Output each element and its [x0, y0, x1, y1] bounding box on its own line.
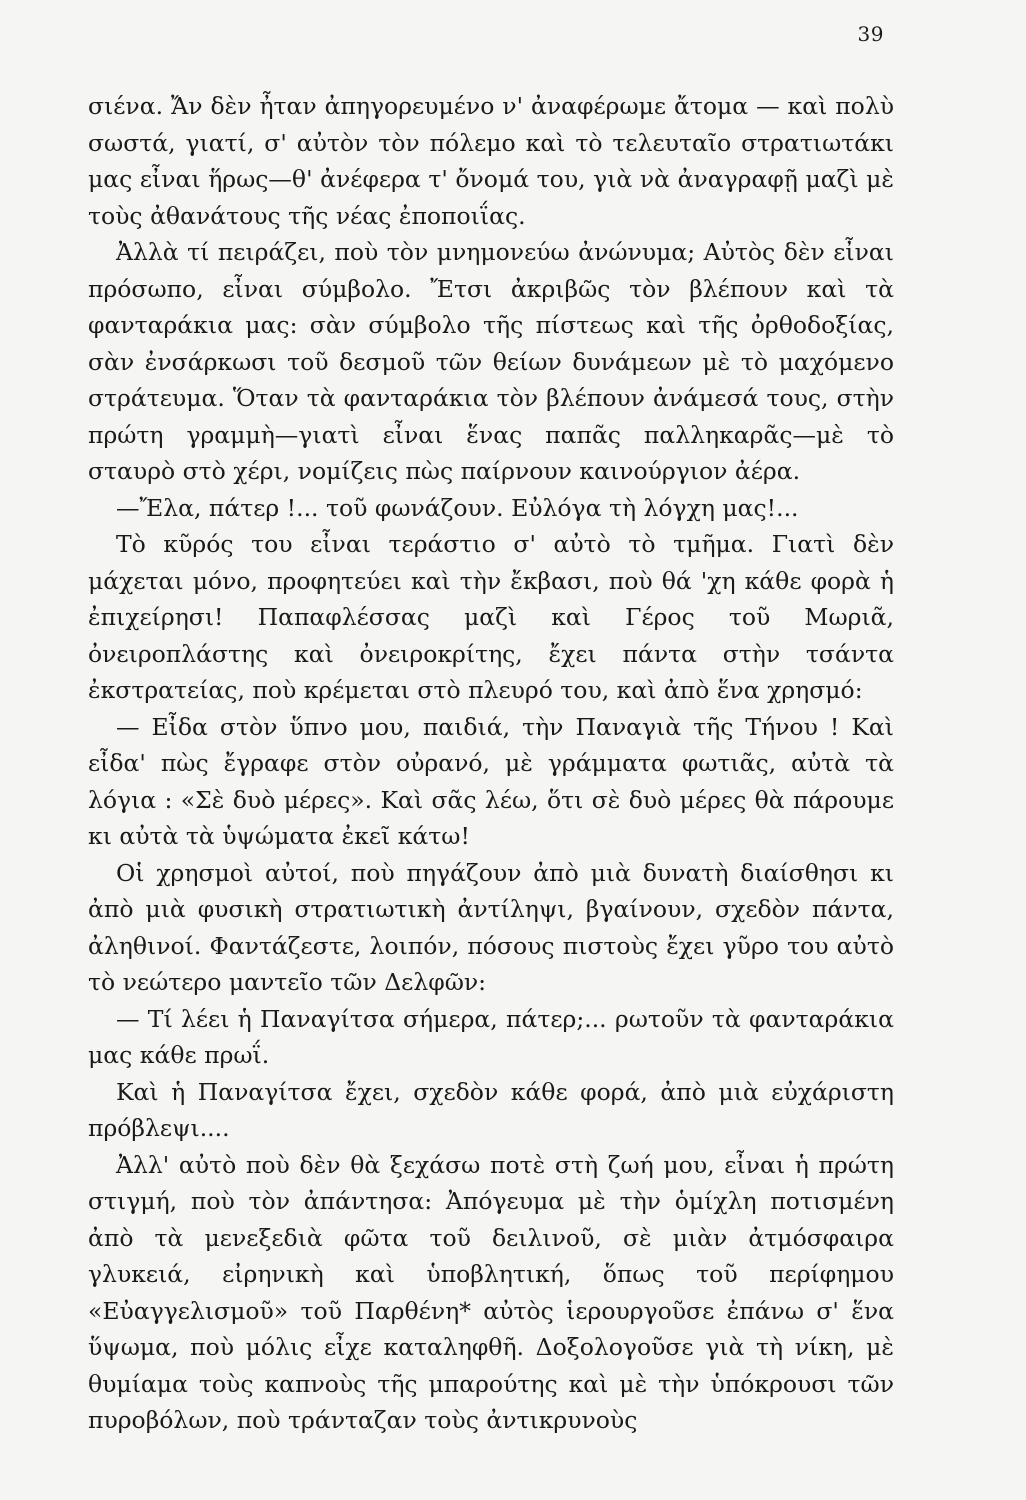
paragraph: Καὶ ἡ Παναγίτσα ἔχει, σχεδὸν κάθε φορά, ἀπὸ μιὰ εὐχάριστη πρόβλεψι....: [88, 1077, 894, 1142]
paragraph: —Ἔλα, πάτερ !... τοῦ φωνάζουν. Εὐλόγα τὴ λόγχη μας!...: [116, 493, 799, 522]
body-text: [88, 88, 894, 1439]
paragraph: Οἱ χρησμοὶ αὐτοί, ποὺ πηγάζουν ἀπὸ μιὰ δυνατὴ διαίσθησι κι ἀπὸ μιὰ φυσικὴ στρατιωτικὴ ἀντίληψι, βγαίνουν, σχεδὸν πάντα, ἀληθινοί. Φαντάζεστε, λοιπόν, πόσους πιστοὺς ἔχει γῦρο του αὐτὸ τὸ νεώτερο μαντεῖο τῶν Δελφῶν:: [88, 858, 894, 996]
paragraph: — Εἶδα στὸν ὕπνο μου, παιδιά, τὴν Παναγιὰ τῆς Τήνου ! Καὶ εἶδα' πὼς ἔγραφε στὸν οὐρανό, μὲ γράμματα φωτιᾶς, αὐτὰ τὰ λόγια : «Σὲ δυὸ μέρες». Καὶ σᾶς λέω, ὅτι σὲ δυὸ μέρες θὰ πάρουμε κι αὐτὰ τὰ ὑψώματα ἐκεῖ κάτω!: [88, 712, 894, 850]
paragraph: Τὸ κῦρός του εἶναι τεράστιο σ' αὐτὸ τὸ τμῆμα. Γιατὶ δὲν μάχεται μόνο, προφητεύει καὶ τὴν ἔκβασι, ποὺ θά 'χη κάθε φορὰ ἡ ἐπιχείρησι! Παπαφλέσσας μαζὶ καὶ Γέρος τοῦ Μωριᾶ, ὀνειροπλάστης καὶ ὀνειροκρίτης, ἔχει πάντα στὴν τσάντα ἐκστρατείας, ποὺ κρέμεται στὸ πλευρό του, καὶ ἀπὸ ἕνα χρησμό:: [88, 530, 894, 704]
paragraph: Ἀλλ' αὐτὸ ποὺ δὲν θὰ ξεχάσω ποτὲ στὴ ζωή μου, εἶναι ἡ πρώτη στιγμή, ποὺ τὸν ἀπάντησα: Ἀπόγευμα μὲ τὴν ὁμίχλη ποτισμένη ἀπὸ τὰ μενεξεδιὰ φῶτα τοῦ δειλινοῦ, σὲ μιὰν ἀτμόσφαιρα γλυκειά, εἰρηνικὴ καὶ ὑποβλητική, ὅπως τοῦ περίφημου «Εὐαγγελισμοῦ» τοῦ Παρθένη* αὐτὸς ἱερουργοῦσε ἐπάνω σ' ἕνα ὕψωμα, ποὺ μόλις εἶχε καταληφθῆ. Δοξολογοῦσε γιὰ τὴ νίκη, μὲ θυμίαμα τοὺς καπνοὺς τῆς μπαρούτης καὶ μὲ τὴν ὑπόκρουσι τῶν πυροβόλων, ποὺ τράνταζαν τοὺς ἀντικρυνοὺς: [88, 1150, 894, 1434]
paragraph: Ἀλλὰ τί πειράζει, ποὺ τὸν μνημονεύω ἀνώνυμα; Αὐτὸς δὲν εἶναι πρόσωπο, εἶναι σύμβολο. Ἔτσι ἀκριβῶς τὸν βλέπουν καὶ τὰ φανταράκια μας: σὰν σύμβολο τῆς πίστεως καὶ τῆς ὀρθοδοξίας, σὰν ἐνσάρκωσι τοῦ δεσμοῦ τῶν θείων δυνάμεων μὲ τὸ μαχόμενο στράτευμα. Ὅταν τὰ φανταράκια τὸν βλέπουν ἀνάμεσά τους, στὴν πρώτη γραμμὴ—γιατὶ εἶναι ἕνας παπᾶς παλληκαρᾶς—μὲ τὸ σταυρὸ στὸ χέρι, νομίζεις πὼς παίρνουν καινούργιον ἀέρα.: [88, 238, 894, 485]
page-number: 39: [857, 22, 884, 46]
paragraph: σιένα. Ἄν δὲν ἦταν ἀπηγορευμένο ν' ἀναφέρωμε ἄτομα — καὶ πολὺ σωστά, γιατί, σ' αὐτὸν τὸν πόλεμο καὶ τὸ τελευταῖο στρατιωτάκι μας εἶναι ἥρως—θ' ἀνέφερα τ' ὄνομά του, γιὰ νὰ ἀναγραφῇ μαζὶ μὲ τοὺς ἀθανάτους τῆς νέας ἐποποιΐας.: [88, 92, 894, 230]
paragraph: — Τί λέει ἡ Παναγίτσα σήμερα, πάτερ;... ρωτοῦν τὰ φανταράκια μας κάθε πρωΐ.: [88, 1004, 894, 1069]
